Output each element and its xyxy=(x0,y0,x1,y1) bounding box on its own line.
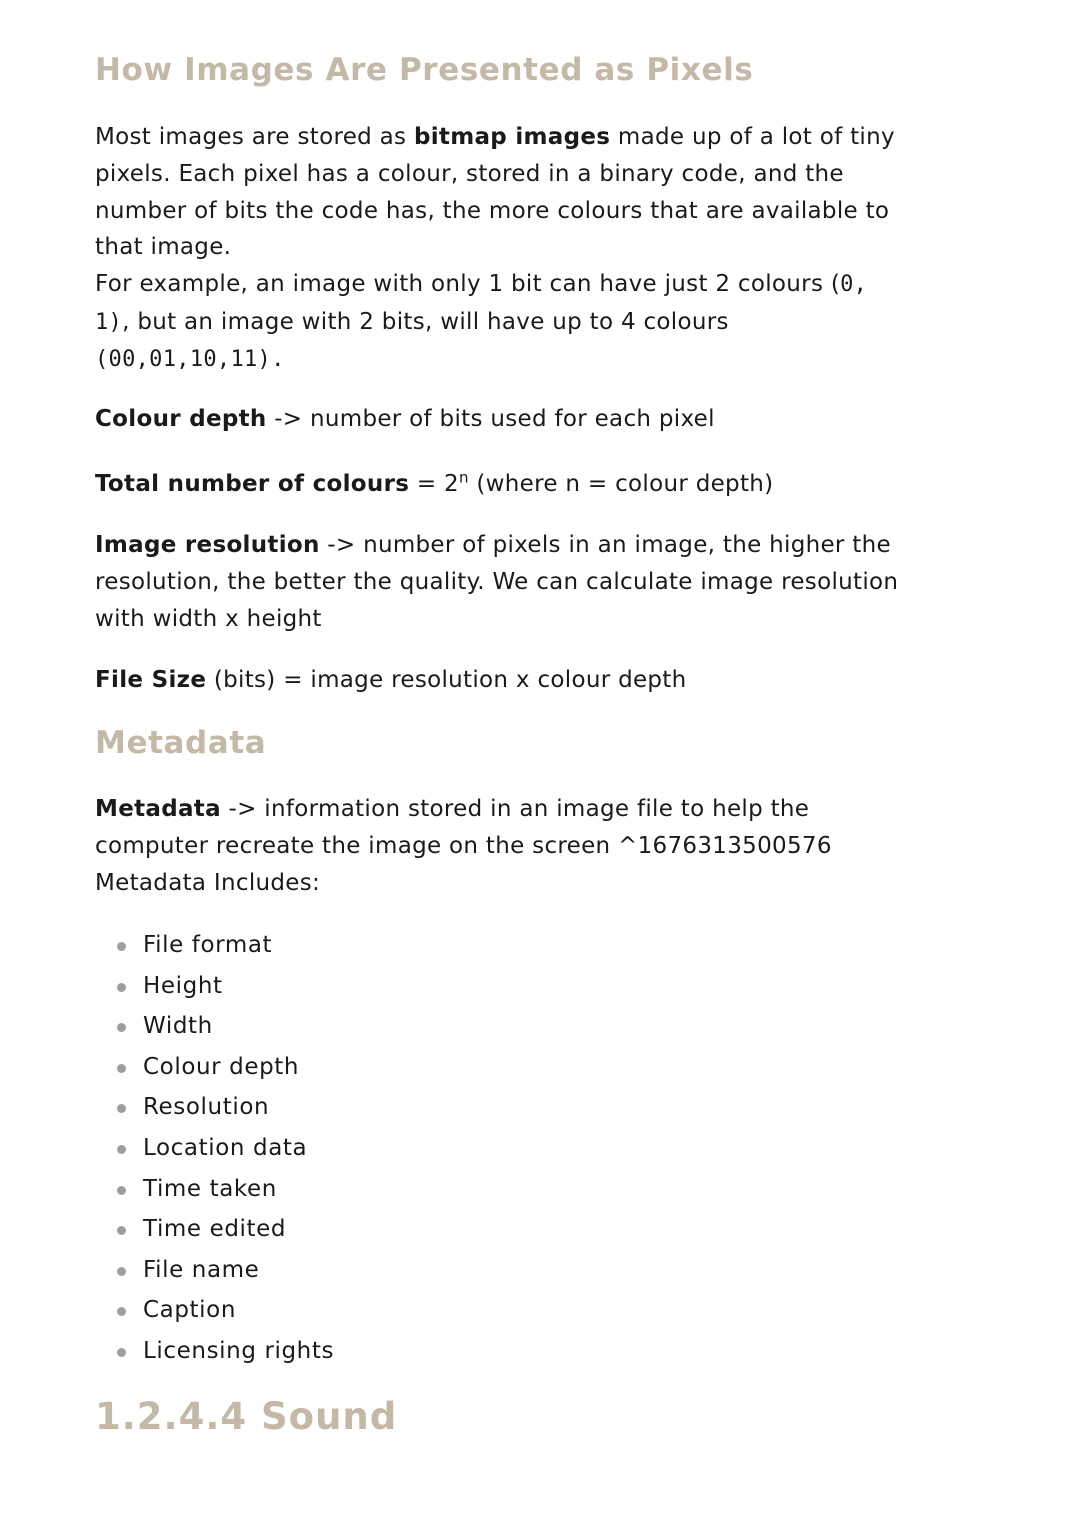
list-item-text: Width xyxy=(143,1013,213,1040)
intro-text: Most images are stored as xyxy=(95,124,414,150)
intro-line-4: that image. xyxy=(95,234,232,261)
bullet-icon xyxy=(117,1023,126,1032)
total-colours-formula xyxy=(95,466,995,503)
definition-text: -> information stored in an image file to help the xyxy=(220,796,810,822)
formula-text: = 2 xyxy=(409,471,459,497)
bullet-icon xyxy=(117,1186,126,1195)
list-item xyxy=(95,1250,334,1291)
file-size-term: File Size xyxy=(95,667,207,693)
list-item-text: Resolution xyxy=(143,1094,270,1121)
bullet-icon xyxy=(117,1064,126,1073)
colour-depth-term: Colour depth xyxy=(95,406,267,432)
bullet-icon xyxy=(117,1348,126,1357)
list-item xyxy=(95,1331,334,1372)
heading-metadata: Metadata xyxy=(95,725,267,761)
list-item xyxy=(95,1169,334,1210)
list-item-text: Licensing rights xyxy=(143,1337,335,1364)
intro-paragraph xyxy=(95,119,995,379)
list-item-text: Colour depth xyxy=(143,1053,300,1080)
intro-line-2: pixels. Each pixel has a colour, stored in a binary code, and the xyxy=(95,160,844,187)
formula-exponent: n xyxy=(458,468,469,487)
bullet-icon xyxy=(117,1104,126,1113)
intro-line-1 xyxy=(95,119,995,156)
definition-text: -> number of pixels in an image, the higher the xyxy=(319,532,891,558)
metadata-line-1 xyxy=(95,791,995,828)
resolution-definition xyxy=(95,527,995,637)
list-item xyxy=(95,1047,334,1088)
example-line-1 xyxy=(95,266,995,304)
list-item xyxy=(95,966,334,1007)
list-item xyxy=(95,1209,334,1250)
file-size-formula xyxy=(95,662,995,699)
formula-text: (bits) = image resolution x colour depth xyxy=(206,667,687,693)
bullet-icon xyxy=(117,983,126,992)
list-item xyxy=(95,1087,334,1128)
heading-pixels: How Images Are Presented as Pixels xyxy=(95,52,754,88)
bullet-icon xyxy=(117,1145,126,1154)
list-item-text: Location data xyxy=(143,1134,308,1161)
example-code: 1) xyxy=(95,309,123,335)
list-item-text: File format xyxy=(143,932,273,958)
metadata-term: Metadata xyxy=(95,796,221,822)
bitmap-images-term: bitmap images xyxy=(413,124,611,150)
heading-sound: 1.2.4.4 Sound xyxy=(95,1395,398,1438)
list-item-text: Height xyxy=(143,972,223,999)
example-line-3: (00,01,10,11). xyxy=(95,346,285,372)
metadata-line-2: computer recreate the image on the screen ^1676313500576 xyxy=(95,832,832,859)
resolution-term: Image resolution xyxy=(95,532,320,558)
list-item xyxy=(95,1006,334,1047)
example-text: For example, an image with only 1 bit can have just 2 colours ( xyxy=(95,271,841,298)
formula-text: (where n = colour depth) xyxy=(468,471,774,497)
example-line-2 xyxy=(95,304,995,342)
list-item-text: File name xyxy=(143,1256,260,1283)
example-code: 0, xyxy=(840,272,868,298)
list-item-text: Time edited xyxy=(143,1216,287,1243)
metadata-line-3: Metadata Includes: xyxy=(95,869,321,896)
metadata-paragraph xyxy=(95,791,995,901)
list-item xyxy=(95,1290,334,1331)
bullet-icon xyxy=(117,1226,126,1235)
resolution-line-2: resolution, the better the quality. We can calculate image resolution xyxy=(95,568,899,595)
bullet-icon xyxy=(117,1307,126,1316)
example-text: , but an image with 2 bits, will have up to 4 colours xyxy=(122,308,729,335)
colour-depth-definition xyxy=(95,401,995,438)
list-item xyxy=(95,1128,334,1169)
list-item xyxy=(95,925,334,966)
definition-text: -> number of bits used for each pixel xyxy=(266,406,715,432)
resolution-line-3: with width x height xyxy=(95,605,322,632)
intro-text: made up of a lot of tiny xyxy=(610,124,895,150)
intro-line-3: number of bits the code has, the more colours that are available to xyxy=(95,197,890,224)
bullet-icon xyxy=(117,1267,126,1276)
metadata-list xyxy=(95,925,334,1372)
list-item-text: Caption xyxy=(143,1297,237,1324)
list-item-text: Time taken xyxy=(143,1175,277,1202)
total-colours-term: Total number of colours xyxy=(95,471,410,497)
bullet-icon xyxy=(117,942,126,951)
resolution-line-1 xyxy=(95,527,995,564)
